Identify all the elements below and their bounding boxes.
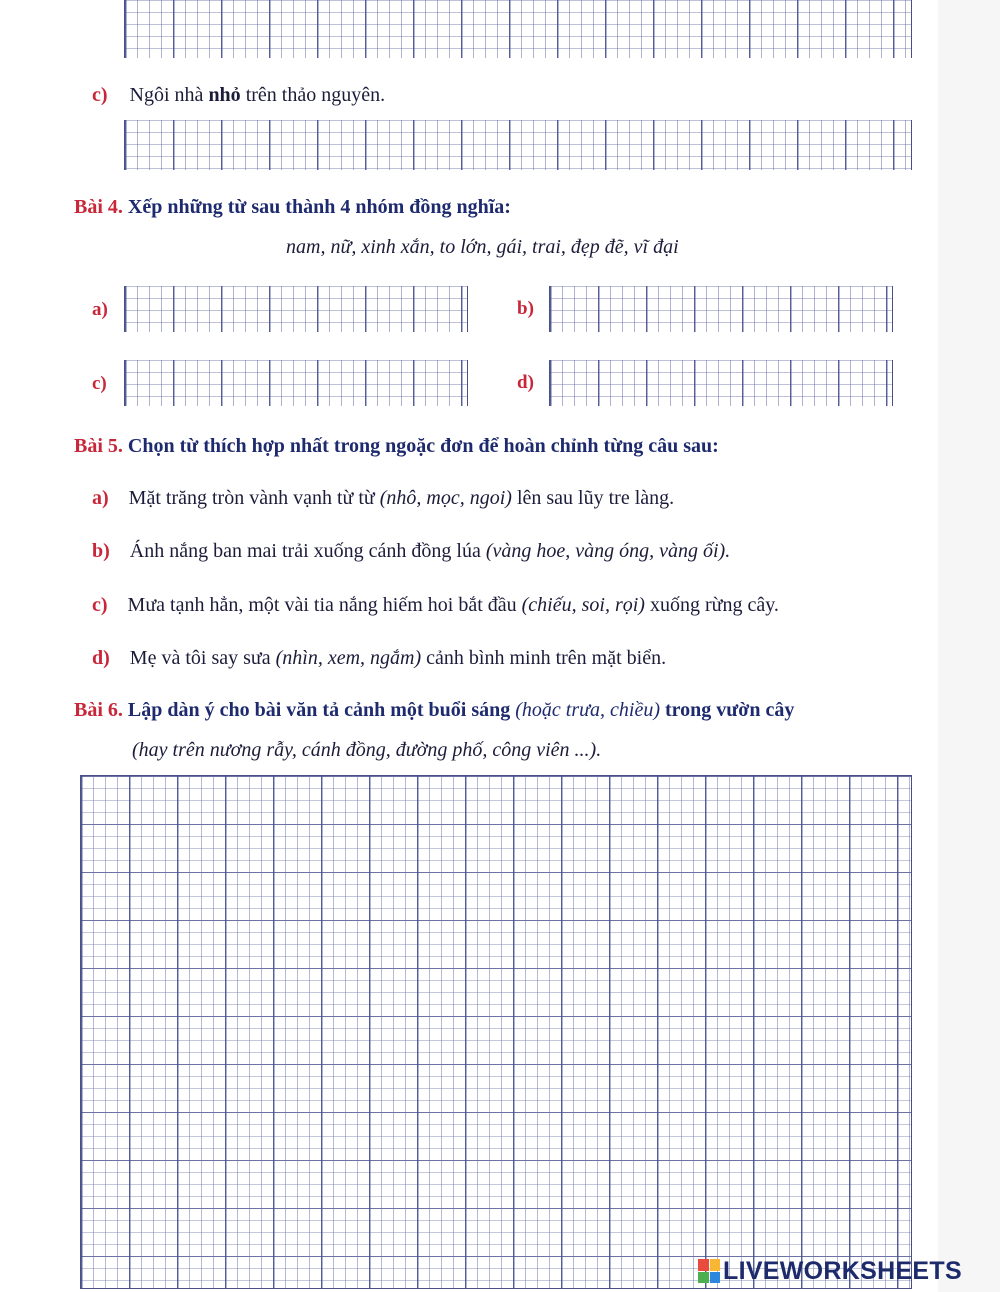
page-margin xyxy=(938,0,1000,1292)
writing-grid-top[interactable] xyxy=(124,0,912,58)
q4-answer-c[interactable] xyxy=(124,360,468,406)
liveworksheets-icon xyxy=(698,1259,720,1283)
writing-grid-q3c[interactable] xyxy=(124,120,912,170)
q6-title-label: Bài 6. xyxy=(74,699,123,721)
liveworksheets-logo xyxy=(698,1256,962,1286)
q5-item-b-text: Ánh nắng ban mai trải xuống cánh đồng lúa xyxy=(129,540,486,562)
q4-label-d: d) xyxy=(517,372,534,393)
q6-title-italic: (hoặc trưa, chiều) xyxy=(515,699,660,721)
q5-item-c-text: Mưa tạnh hẳn, một vài tia nắng hiếm hoi bắt đầu xyxy=(127,594,522,616)
q4-word-list: nam, nữ, xinh xắn, to lớn, gái, trai, đẹp đẽ, vĩ đại xyxy=(286,236,679,258)
q6-title-pre: Lập dàn ý cho bài văn tả cảnh một buổi sáng xyxy=(127,699,516,721)
q5-item-b xyxy=(92,540,730,563)
q5-title xyxy=(74,435,719,458)
q3-item-c-bold: nhỏ xyxy=(208,84,241,106)
q5-item-d-options[interactable]: (nhìn, xem, ngắm) xyxy=(275,647,422,669)
q5-item-a-label: a) xyxy=(92,487,109,509)
q5-item-d-label: d) xyxy=(92,647,110,669)
q5-item-a-text: Mặt trăng tròn vành vạnh từ từ xyxy=(128,487,380,509)
q5-title-label: Bài 5. xyxy=(74,435,123,457)
q4-answer-b[interactable] xyxy=(549,286,893,332)
q5-item-a-options[interactable]: (nhô, mọc, ngoi) xyxy=(379,487,512,509)
q6-writing-area[interactable] xyxy=(80,775,912,1289)
q4-answer-a[interactable] xyxy=(124,286,468,332)
q3-item-c-label: c) xyxy=(92,84,108,106)
q5-item-a-post: lên sau lũy tre làng. xyxy=(511,487,675,509)
q5-item-c xyxy=(92,594,779,617)
q5-item-c-label: c) xyxy=(92,594,108,616)
q4-label-c: c) xyxy=(92,373,107,394)
q5-item-a xyxy=(92,487,674,510)
q4-title xyxy=(74,196,511,219)
q4-label-a: a) xyxy=(92,299,108,320)
q5-item-c-options[interactable]: (chiếu, soi, rọi) xyxy=(521,594,645,616)
q4-title-label: Bài 4. xyxy=(74,196,123,218)
q5-item-b-label: b) xyxy=(92,540,110,562)
q3-item-c-pre: Ngôi nhà xyxy=(129,84,209,106)
q4-title-text: Xếp những từ sau thành 4 nhóm đồng nghĩa: xyxy=(127,196,511,218)
q5-item-c-post: xuống rừng cây. xyxy=(644,594,779,616)
q6-title xyxy=(74,699,794,722)
q6-title-post: trong vườn cây xyxy=(660,699,795,721)
q6-subtitle: (hay trên nương rẫy, cánh đồng, đường phố, công viên ...). xyxy=(132,739,602,761)
q5-item-b-options[interactable]: (vàng hoe, vàng óng, vàng ối). xyxy=(485,540,731,562)
q5-title-text: Chọn từ thích hợp nhất trong ngoặc đơn để hoàn chỉnh từng câu sau: xyxy=(127,435,719,457)
q3-item-c xyxy=(92,84,385,107)
q5-item-d-post: cảnh bình minh trên mặt biển. xyxy=(421,647,667,669)
liveworksheets-text: LIVEWORKSHEETS xyxy=(723,1256,962,1285)
q3-item-c-post: trên thảo nguyên. xyxy=(240,84,386,106)
q5-item-d-text: Mẹ và tôi say sưa xyxy=(129,647,276,669)
q4-answer-d[interactable] xyxy=(549,360,893,406)
q5-item-d xyxy=(92,647,666,670)
q4-label-b: b) xyxy=(517,298,534,319)
